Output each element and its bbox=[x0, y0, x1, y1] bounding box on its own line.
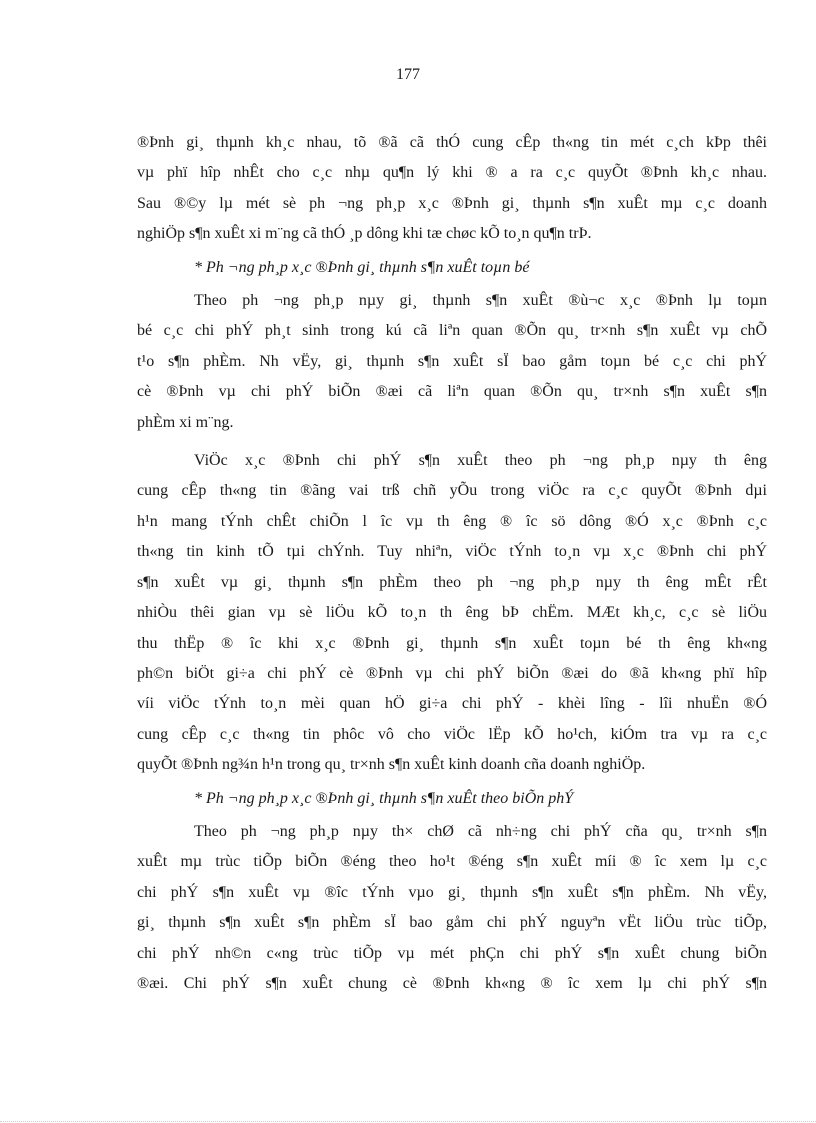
text-line: t¹o s¶n phÈm. Nh vËy, gi¸ thµnh s¶n xuÊt sÏ bao gåm toµn bé c¸c chi phÝ bbox=[137, 352, 767, 370]
text-line: th«ng tin kinh tÕ tµi chÝnh. Tuy nhiªn, viÖc tÝnh to¸n vµ x¸c ®Þnh chi phÝ bbox=[137, 543, 767, 561]
paragraph bbox=[137, 817, 767, 999]
text-line: s¶n xuÊt vµ gi¸ thµnh s¶n phÈm theo ph ¬ng ph¸p nµy th êng mÊt rÊt bbox=[137, 573, 767, 591]
text-line: bé c¸c chi phÝ ph¸t sinh trong kú cã liªn quan ®Õn qu¸ tr×nh s¶n xuÊt vµ chÕ bbox=[137, 322, 767, 340]
text-line: nhiÒu thêi gian vµ sè liÖu kÕ to¸n th êng bÞ chËm. MÆt kh¸c, c¸c sè liÖu bbox=[137, 604, 767, 622]
section-heading: * Ph ¬ng ph¸p x¸c ®Þnh gi¸ thµnh s¶n xuÊt toµn bé bbox=[194, 258, 530, 276]
text-line: Sau ®©y lµ mét sè ph ¬ng ph¸p x¸c ®Þnh gi¸ thµnh s¶n xuÊt mµ c¸c doanh bbox=[137, 194, 767, 212]
page-number: 177 bbox=[396, 66, 420, 83]
page-bottom-edge bbox=[0, 1121, 816, 1122]
text-line: ViÖc x¸c ®Þnh chi phÝ s¶n xuÊt theo ph ¬ng ph¸p nµy th êng bbox=[194, 452, 767, 470]
text-line: nghiÖp s¶n xuÊt xi m¨ng cã thÓ ¸p dông khi tæ chøc kÕ to¸n qu¶n trÞ. bbox=[137, 225, 592, 243]
paragraph bbox=[137, 446, 767, 780]
text-line: phÈm xi m¨ng. bbox=[137, 413, 234, 431]
text-line: gi¸ thµnh s¶n xuÊt s¶n phÈm sÏ bao gåm chi phÝ nguyªn vËt liÖu trùc tiÕp, bbox=[137, 914, 767, 932]
text-line: chi phÝ nh©n c«ng trùc tiÕp vµ mét phÇn chi phÝ s¶n xuÊt chung biÕn bbox=[137, 944, 767, 962]
text-line: cè ®Þnh vµ chi phÝ biÕn ®æi cã liªn quan ®Õn qu¸ tr×nh s¶n xuÊt s¶n bbox=[137, 383, 767, 401]
text-line: thu thËp ® îc khi x¸c ®Þnh gi¸ thµnh s¶n xuÊt toµn bé th êng kh«ng bbox=[137, 634, 767, 652]
text-line: cung cÊp c¸c th«ng tin phôc vô cho viÖc lËp kÕ ho¹ch, kiÓm tra vµ ra c¸c bbox=[137, 725, 767, 743]
text-line: Theo ph ¬ng ph¸p nµy th× chØ cã nh÷ng chi phÝ cña qu¸ tr×nh s¶n bbox=[194, 822, 767, 840]
paragraph bbox=[137, 128, 767, 250]
text-line: cung cÊp th«ng tin ®ãng vai trß chñ yÕu trong viÖc ra c¸c quyÕt ®Þnh dµi bbox=[137, 482, 767, 500]
text-line: ph©n biÖt gi÷a chi phÝ cè ®Þnh vµ chi phÝ biÕn ®æi do ®ã kh«ng phï hîp bbox=[137, 664, 767, 682]
section-heading: * Ph ¬ng ph¸p x¸c ®Þnh gi¸ thµnh s¶n xuÊt theo biÕn phÝ bbox=[194, 789, 574, 807]
paragraph bbox=[137, 286, 767, 438]
text-line: h¹n mang tÝnh chÊt chiÕn l îc vµ th êng ® îc sö dông ®Ó x¸c ®Þnh c¸c bbox=[137, 512, 767, 530]
text-line: vµ phï hîp nhÊt cho c¸c nhµ qu¶n lý khi ® a ra c¸c quyÕt ®Þnh kh¸c nhau. bbox=[137, 164, 767, 182]
text-line: chi phÝ s¶n xuÊt vµ ®îc tÝnh vµo gi¸ thµnh s¶n xuÊt s¶n phÈm. Nh vËy, bbox=[137, 883, 767, 901]
text-line: Theo ph ¬ng ph¸p nµy gi¸ thµnh s¶n xuÊt ®ù¬c x¸c ®Þnh lµ toµn bbox=[194, 292, 767, 310]
text-line: quyÕt ®Þnh ng¾n h¹n trong qu¸ tr×nh s¶n xuÊt kinh doanh cña doanh nghiÖp. bbox=[137, 756, 646, 774]
document-body bbox=[137, 128, 767, 999]
text-line: ®Þnh gi¸ thµnh kh¸c nhau, tõ ®ã cã thÓ cung cÊp th«ng tin mét c¸ch kÞp thêi bbox=[137, 134, 767, 151]
text-line: ®æi. Chi phÝ s¶n xuÊt chung cè ®Þnh kh«ng ® îc xem lµ chi phÝ s¶n bbox=[137, 974, 767, 992]
text-line: víi viÖc tÝnh to¸n mèi quan hÖ gi÷a chi phÝ - khèi lîng - lîi nhuËn ®Ó bbox=[137, 695, 767, 713]
text-line: xuÊt mµ trùc tiÕp biÕn ®éng theo ho¹t ®éng s¶n xuÊt míi ® îc xem lµ c¸c bbox=[137, 853, 767, 871]
